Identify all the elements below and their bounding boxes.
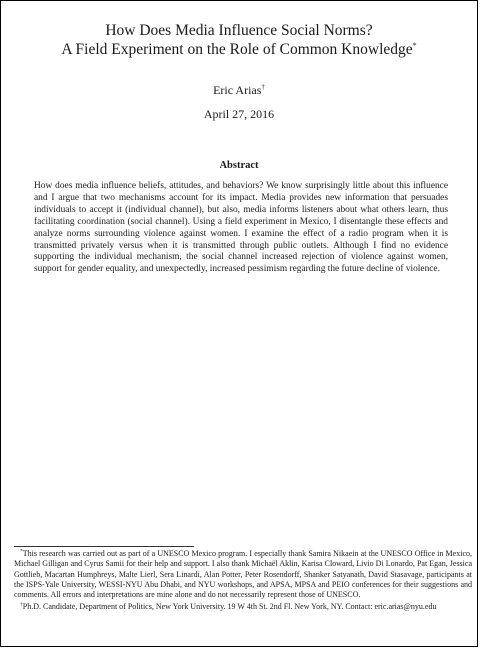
- title-line-2: [1, 40, 477, 59]
- footnote-1: [14, 549, 472, 600]
- footnote-1-text: This research was carried out as part of a UNESCO Mexico program. I especially thank Samira Nikaein at the UNESCO Office in Mexico, Michael Gilligan and Cyrus Samii for their help and support. I also thank Michaël Aklin, Karisa Cloward, Livio Di Lonardo, Pat Egan, Jessica Gottlieb, Macartan Humphreys, Malte Lierl, Sera Linardi, Alan Potter, Peter Rosendorff, Shanker Satyanath, David Stasavage, participants at the ISPS-Yale University, WESSI-NYU Abu Dhabi, and NYU workshops, and APSA, MPSA and PEIO conferences for their suggestions and comments. All errors and interpretations are mine alone and do not necessarily represent those of UNESCO.: [14, 549, 472, 600]
- paper-title: [1, 21, 477, 59]
- abstract-body: How does media influence beliefs, attitudes, and behaviors? We know surprisingly little about this influence and I argue that two mechanisms account for its impact. Media provides new information that persuades individuals to accept it (individual channel), but also, media informs listeners about what others learn, thus facilitating coordination (social channel). Using a field experiment in Mexico, I disentangle these effects and analyze norms surrounding violence against women. I examine the effect of a radio program when it is transmitted privately versus when it is transmitted through public outlets. Although I find no evidence supporting the individual mechanism, the social channel increased rejection of violence against women, support for gender equality, and unexpectedly, increased pessimism regarding the future decline of violence.: [34, 181, 448, 275]
- footnotes: [14, 549, 472, 613]
- paper-date: April 27, 2016: [203, 107, 275, 121]
- title-line-2-text: A Field Experiment on the Role of Common Knowledge: [61, 41, 413, 58]
- abstract-heading: Abstract: [219, 160, 259, 171]
- footnote-2-text: Ph.D. Candidate, Department of Politics, New York University. 19 W 4th St. 2nd Fl. New York, NY. Contact: eric.arias@nyu.edu: [22, 602, 437, 612]
- author-footnote-mark[interactable]: †: [261, 83, 265, 91]
- footnote-2-mark: †: [20, 601, 23, 608]
- title-footnote-mark[interactable]: *: [412, 40, 417, 50]
- title-line-1: How Does Media Influence Social Norms?: [105, 22, 373, 39]
- footnote-divider: [14, 546, 194, 547]
- footnote-2: [14, 602, 472, 612]
- footnote-1-mark: *: [20, 548, 23, 555]
- author-name: [1, 83, 477, 98]
- author-name-text: Eric Arias: [213, 83, 262, 97]
